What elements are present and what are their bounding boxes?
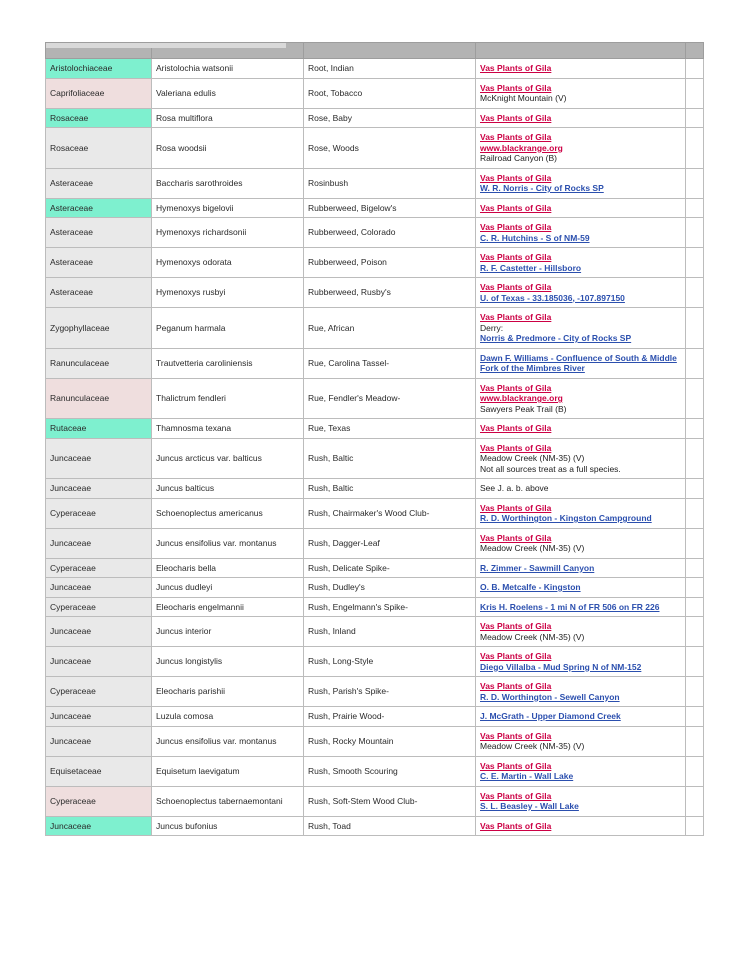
vas-plants-of-gila-link[interactable]: Vas Plants of Gila xyxy=(480,382,552,393)
table-row xyxy=(46,198,704,218)
collection-record-link[interactable]: Norris & Predmore - City of Rocks SP xyxy=(480,333,632,343)
common-name-cell: Rubberweed, Poison xyxy=(304,248,476,278)
empty-edge-cell xyxy=(686,528,704,558)
family-cell: Rosaceae xyxy=(46,108,152,128)
vas-plants-of-gila-link[interactable]: Vas Plants of Gila xyxy=(480,63,552,73)
common-name-cell: Rush, Dagger-Leaf xyxy=(304,528,476,558)
references-cell xyxy=(476,198,686,218)
common-name-cell: Rush, Rocky Mountain xyxy=(304,726,476,756)
common-name-cell: Rush, Parish's Spike- xyxy=(304,677,476,707)
empty-edge-cell xyxy=(686,647,704,677)
vas-plants-of-gila-link[interactable]: Vas Plants of Gila xyxy=(480,252,552,262)
table-row xyxy=(46,438,704,479)
collection-record-link[interactable]: S. L. Beasley - Wall Lake xyxy=(480,801,579,811)
empty-edge-cell xyxy=(686,597,704,617)
vas-plants-of-gila-link[interactable]: Vas Plants of Gila xyxy=(480,222,552,232)
table-row xyxy=(46,528,704,558)
references-cell xyxy=(476,78,686,108)
family-cell: Juncaceae xyxy=(46,578,152,598)
header-cell-common xyxy=(304,43,476,59)
table-row xyxy=(46,597,704,617)
scientific-name-cell: Aristolochia watsonii xyxy=(152,59,304,79)
common-name-cell: Rush, Chairmaker's Wood Club- xyxy=(304,498,476,528)
empty-edge-cell xyxy=(686,756,704,786)
vas-plants-of-gila-link[interactable]: Vas Plants of Gila xyxy=(480,730,552,741)
collection-record-link[interactable]: Diego Villalba - Mud Spring N of NM-152 xyxy=(480,661,642,672)
collection-record-link[interactable]: J. McGrath - Upper Diamond Creek xyxy=(480,711,621,721)
empty-edge-cell xyxy=(686,578,704,598)
references-cell xyxy=(476,647,686,677)
references-cell xyxy=(476,578,686,598)
table-row xyxy=(46,378,704,419)
scientific-name-cell: Hymenoxys rusbyi xyxy=(152,278,304,308)
table-row xyxy=(46,218,704,248)
table-row xyxy=(46,59,704,79)
common-name-cell: Rue, Carolina Tassel- xyxy=(304,348,476,378)
family-cell: Cyperaceae xyxy=(46,498,152,528)
empty-edge-cell xyxy=(686,726,704,756)
scientific-name-cell: Rosa multiflora xyxy=(152,108,304,128)
family-cell: Cyperaceae xyxy=(46,558,152,578)
empty-edge-cell xyxy=(686,378,704,419)
family-cell: Juncaceae xyxy=(46,816,152,836)
vas-plants-of-gila-link[interactable]: Vas Plants of Gila xyxy=(480,202,552,213)
references-cell xyxy=(476,128,686,169)
empty-edge-cell xyxy=(686,168,704,198)
common-name-cell: Rush, Toad xyxy=(304,816,476,836)
empty-edge-cell xyxy=(686,128,704,169)
collection-record-link[interactable]: U. of Texas - 33.185036, -107.897150 xyxy=(480,292,625,303)
collection-record-link[interactable]: R. D. Worthington - Sewell Canyon xyxy=(480,691,620,702)
empty-edge-cell xyxy=(686,59,704,79)
collection-record-link[interactable]: C. E. Martin - Wall Lake xyxy=(480,771,574,781)
family-cell: Aristolochiaceae xyxy=(46,59,152,79)
collection-record-link[interactable]: C. R. Hutchins - S of NM-59 xyxy=(480,232,590,243)
common-name-cell: Rue, Texas xyxy=(304,419,476,439)
common-name-cell: Rush, Prairie Wood- xyxy=(304,707,476,727)
empty-edge-cell xyxy=(686,498,704,528)
reference-note: Meadow Creek (NM-35) (V) xyxy=(480,453,585,463)
table-row xyxy=(46,78,704,108)
empty-edge-cell xyxy=(686,78,704,108)
family-cell: Asteraceae xyxy=(46,168,152,198)
family-cell: Asteraceae xyxy=(46,218,152,248)
table-row xyxy=(46,726,704,756)
collection-record-link[interactable]: R. Zimmer - Sawmill Canyon xyxy=(480,562,595,573)
scientific-name-cell: Hymenoxys bigelovii xyxy=(152,198,304,218)
vas-plants-of-gila-link[interactable]: Vas Plants of Gila xyxy=(480,282,552,292)
common-name-cell: Rush, Soft-Stem Wood Club- xyxy=(304,786,476,816)
references-cell xyxy=(476,597,686,617)
collection-record-link[interactable]: R. F. Castetter - Hillsboro xyxy=(480,262,582,273)
family-cell: Juncaceae xyxy=(46,647,152,677)
reference-note: Meadow Creek (NM-35) (V) xyxy=(480,741,585,751)
table-row xyxy=(46,677,704,707)
reference-note: Railroad Canyon (B) xyxy=(480,153,558,163)
vas-plants-of-gila-link[interactable]: Vas Plants of Gila xyxy=(480,82,552,93)
blackrange-site-link[interactable]: www.blackrange.org xyxy=(480,393,563,403)
vas-plants-of-gila-link[interactable]: Vas Plants of Gila xyxy=(480,423,552,433)
table-row xyxy=(46,756,704,786)
references-cell xyxy=(476,278,686,308)
reference-note: Sawyers Peak Trail (B) xyxy=(480,403,567,414)
collection-record-link[interactable]: O. B. Metcalfe - Kingston xyxy=(480,582,581,592)
empty-edge-cell xyxy=(686,108,704,128)
scientific-name-cell: Juncus ensifolius var. montanus xyxy=(152,726,304,756)
scientific-name-cell: Equisetum laevigatum xyxy=(152,756,304,786)
vas-plants-of-gila-link[interactable]: Vas Plants of Gila xyxy=(480,172,552,183)
references-cell xyxy=(476,419,686,439)
scientific-name-cell: Eleocharis parishii xyxy=(152,677,304,707)
vas-plants-of-gila-link[interactable]: Vas Plants of Gila xyxy=(480,820,552,831)
family-cell: Juncaceae xyxy=(46,528,152,558)
scientific-name-cell: Luzula comosa xyxy=(152,707,304,727)
vas-plants-of-gila-link[interactable]: Vas Plants of Gila xyxy=(480,132,552,142)
family-cell: Rosaceae xyxy=(46,128,152,169)
header-cell-extra xyxy=(686,43,704,59)
table-row xyxy=(46,816,704,836)
empty-edge-cell xyxy=(686,248,704,278)
family-cell: Cyperaceae xyxy=(46,597,152,617)
scientific-name-cell: Schoenoplectus americanus xyxy=(152,498,304,528)
references-cell xyxy=(476,348,686,378)
scientific-name-cell: Juncus arcticus var. balticus xyxy=(152,438,304,479)
references-cell xyxy=(476,168,686,198)
reference-note: Derry: xyxy=(480,322,504,333)
scientific-name-cell: Hymenoxys odorata xyxy=(152,248,304,278)
family-cell: Juncaceae xyxy=(46,617,152,647)
scientific-name-cell: Peganum harmala xyxy=(152,308,304,349)
empty-edge-cell xyxy=(686,438,704,479)
scientific-name-cell: Rosa woodsii xyxy=(152,128,304,169)
table-row xyxy=(46,128,704,169)
empty-edge-cell xyxy=(686,479,704,499)
references-cell xyxy=(476,498,686,528)
vas-plants-of-gila-link[interactable]: Vas Plants of Gila xyxy=(480,502,552,513)
scientific-name-cell: Eleocharis engelmannii xyxy=(152,597,304,617)
common-name-cell: Rush, Engelmann's Spike- xyxy=(304,597,476,617)
common-name-cell: Root, Tobacco xyxy=(304,78,476,108)
header-cell-scientific xyxy=(152,43,304,59)
table-row xyxy=(46,558,704,578)
references-cell xyxy=(476,378,686,419)
references-cell xyxy=(476,248,686,278)
vas-plants-of-gila-link[interactable]: Vas Plants of Gila xyxy=(480,760,552,771)
scientific-name-cell: Juncus ensifolius var. montanus xyxy=(152,528,304,558)
empty-edge-cell xyxy=(686,348,704,378)
scientific-name-cell: Juncus balticus xyxy=(152,479,304,499)
plant-list-table-wrap xyxy=(45,42,703,836)
empty-edge-cell xyxy=(686,677,704,707)
references-cell xyxy=(476,108,686,128)
references-cell xyxy=(476,677,686,707)
references-cell xyxy=(476,218,686,248)
family-cell: Rutaceae xyxy=(46,419,152,439)
references-cell xyxy=(476,558,686,578)
scientific-name-cell: Thamnosma texana xyxy=(152,419,304,439)
common-name-cell: Rush, Smooth Scouring xyxy=(304,756,476,786)
references-cell xyxy=(476,528,686,558)
scientific-name-cell: Valeriana edulis xyxy=(152,78,304,108)
common-name-cell: Rush, Long-Style xyxy=(304,647,476,677)
table-row xyxy=(46,786,704,816)
references-cell xyxy=(476,726,686,756)
table-row xyxy=(46,168,704,198)
references-cell xyxy=(476,59,686,79)
references-cell xyxy=(476,816,686,836)
reference-note: McKnight Mountain (V) xyxy=(480,93,567,103)
references-cell xyxy=(476,308,686,349)
references-cell xyxy=(476,617,686,647)
table-row xyxy=(46,348,704,378)
collection-record-link[interactable]: W. R. Norris - City of Rocks SP xyxy=(480,183,604,193)
scientific-name-cell: Trautvetteria caroliniensis xyxy=(152,348,304,378)
table-row xyxy=(46,308,704,349)
common-name-cell: Rush, Baltic xyxy=(304,438,476,479)
common-name-cell: Rue, African xyxy=(304,308,476,349)
family-cell: Zygophyllaceae xyxy=(46,308,152,349)
scientific-name-cell: Juncus bufonius xyxy=(152,816,304,836)
header-cell-family xyxy=(46,43,152,59)
common-name-cell: Rose, Woods xyxy=(304,128,476,169)
reference-note: See J. a. b. above xyxy=(480,483,549,493)
empty-edge-cell xyxy=(686,558,704,578)
empty-edge-cell xyxy=(686,278,704,308)
table-row xyxy=(46,248,704,278)
references-cell xyxy=(476,479,686,499)
common-name-cell: Root, Indian xyxy=(304,59,476,79)
empty-edge-cell xyxy=(686,308,704,349)
common-name-cell: Rush, Dudley's xyxy=(304,578,476,598)
collection-record-link[interactable]: R. D. Worthington - Kingston Campground xyxy=(480,513,652,523)
reference-note: Meadow Creek (NM-35) (V) xyxy=(480,631,585,642)
vas-plants-of-gila-link[interactable]: Vas Plants of Gila xyxy=(480,532,552,543)
vas-plants-of-gila-link[interactable]: Vas Plants of Gila xyxy=(480,442,552,453)
references-cell xyxy=(476,707,686,727)
empty-edge-cell xyxy=(686,617,704,647)
common-name-cell: Rubberweed, Colorado xyxy=(304,218,476,248)
common-name-cell: Rush, Delicate Spike- xyxy=(304,558,476,578)
family-cell: Equisetaceae xyxy=(46,756,152,786)
common-name-cell: Rose, Baby xyxy=(304,108,476,128)
family-cell: Juncaceae xyxy=(46,726,152,756)
table-header-bar xyxy=(46,43,704,59)
empty-edge-cell xyxy=(686,218,704,248)
family-cell: Asteraceae xyxy=(46,278,152,308)
table-row xyxy=(46,617,704,647)
reference-note: Meadow Creek (NM-35) (V) xyxy=(480,543,585,553)
vas-plants-of-gila-link[interactable]: Vas Plants of Gila xyxy=(480,112,552,123)
scientific-name-cell: Juncus dudleyi xyxy=(152,578,304,598)
collection-record-link[interactable]: Dawn F. Williams - Confluence of South & Middle Fork of the Mimbres River xyxy=(480,352,677,373)
references-cell xyxy=(476,786,686,816)
common-name-cell: Rush, Inland xyxy=(304,617,476,647)
family-cell: Asteraceae xyxy=(46,198,152,218)
common-name-cell: Rubberweed, Bigelow's xyxy=(304,198,476,218)
scientific-name-cell: Baccharis sarothroides xyxy=(152,168,304,198)
family-cell: Cyperaceae xyxy=(46,786,152,816)
empty-edge-cell xyxy=(686,816,704,836)
vas-plants-of-gila-link[interactable]: Vas Plants of Gila xyxy=(480,621,552,631)
references-cell xyxy=(476,756,686,786)
scientific-name-cell: Juncus longistylis xyxy=(152,647,304,677)
scientific-name-cell: Juncus interior xyxy=(152,617,304,647)
empty-edge-cell xyxy=(686,786,704,816)
table-row xyxy=(46,647,704,677)
common-name-cell: Rue, Fendler's Meadow- xyxy=(304,378,476,419)
header-cell-references xyxy=(476,43,686,59)
scientific-name-cell: Hymenoxys richardsonii xyxy=(152,218,304,248)
scientific-name-cell: Schoenoplectus tabernaemontani xyxy=(152,786,304,816)
empty-edge-cell xyxy=(686,198,704,218)
table-row xyxy=(46,278,704,308)
family-cell: Ranunculaceae xyxy=(46,348,152,378)
vas-plants-of-gila-link[interactable]: Vas Plants of Gila xyxy=(480,651,552,661)
vas-plants-of-gila-link[interactable]: Vas Plants of Gila xyxy=(480,312,552,322)
blackrange-site-link[interactable]: www.blackrange.org xyxy=(480,142,563,153)
common-name-cell: Rush, Baltic xyxy=(304,479,476,499)
table-row xyxy=(46,498,704,528)
vas-plants-of-gila-link[interactable]: Vas Plants of Gila xyxy=(480,790,552,801)
family-cell: Asteraceae xyxy=(46,248,152,278)
plant-list-table xyxy=(45,42,704,836)
reference-note: Not all sources treat as a full species. xyxy=(480,463,621,474)
table-row xyxy=(46,419,704,439)
family-cell: Juncaceae xyxy=(46,707,152,727)
family-cell: Caprifoliaceae xyxy=(46,78,152,108)
family-cell: Ranunculaceae xyxy=(46,378,152,419)
table-row xyxy=(46,707,704,727)
scientific-name-cell: Eleocharis bella xyxy=(152,558,304,578)
common-name-cell: Rubberweed, Rusby's xyxy=(304,278,476,308)
vas-plants-of-gila-link[interactable]: Vas Plants of Gila xyxy=(480,681,552,691)
empty-edge-cell xyxy=(686,707,704,727)
empty-edge-cell xyxy=(686,419,704,439)
table-row xyxy=(46,479,704,499)
family-cell: Juncaceae xyxy=(46,438,152,479)
family-cell: Cyperaceae xyxy=(46,677,152,707)
scientific-name-cell: Thalictrum fendleri xyxy=(152,378,304,419)
collection-record-link[interactable]: Kris H. Roelens - 1 mi N of FR 506 on FR 226 xyxy=(480,601,660,612)
references-cell xyxy=(476,438,686,479)
family-cell: Juncaceae xyxy=(46,479,152,499)
table-row xyxy=(46,578,704,598)
table-row xyxy=(46,108,704,128)
common-name-cell: Rosinbush xyxy=(304,168,476,198)
